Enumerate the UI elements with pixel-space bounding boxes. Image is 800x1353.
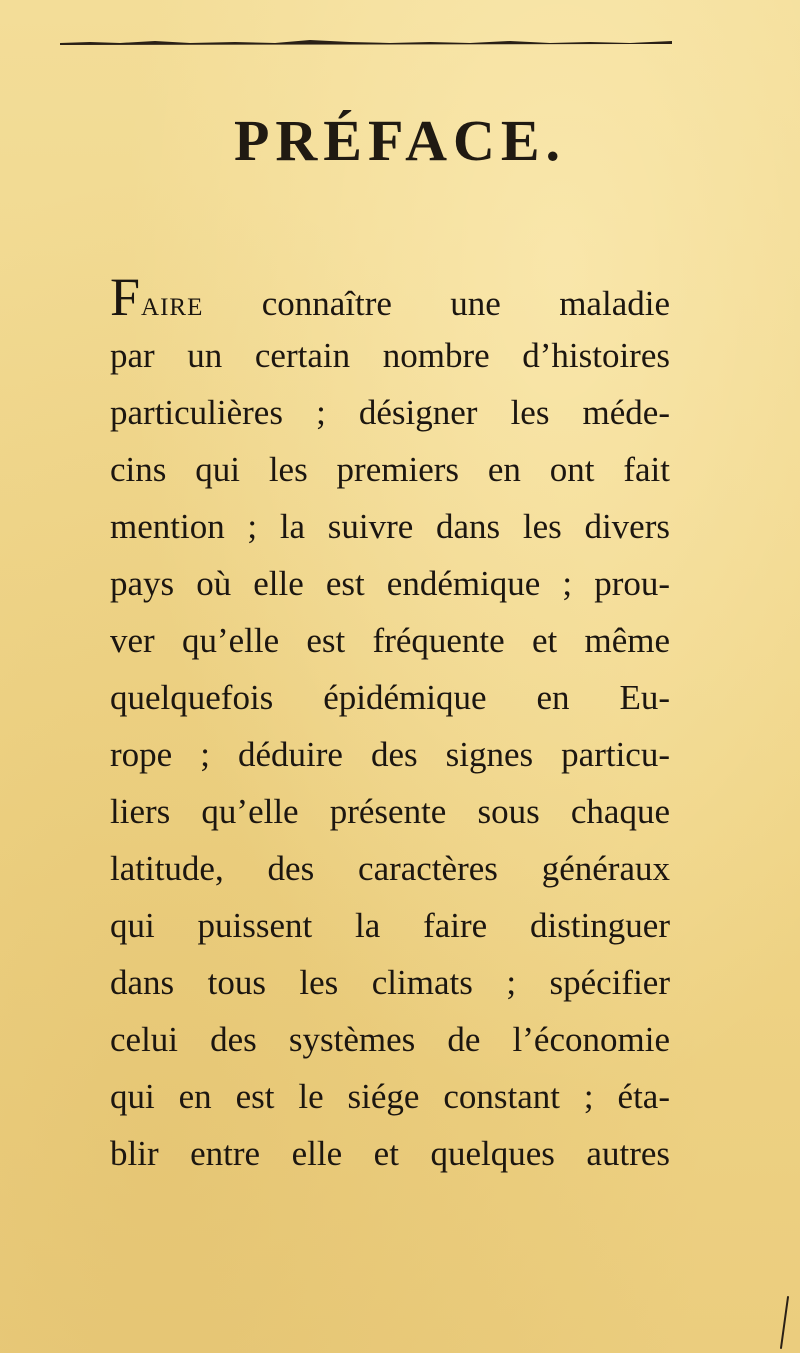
- ink-stroke-mark: [778, 1295, 790, 1350]
- text-line-15: qui en est le siége constant ; éta-: [110, 1077, 670, 1116]
- text-line-1: [110, 267, 670, 327]
- text-line-9: rope ; déduire des signes particu-: [110, 735, 670, 774]
- text-line-1-rest: connaître une maladie: [203, 284, 670, 323]
- text-line-3: particulières ; désigner les méde-: [110, 393, 670, 432]
- text-line-13: dans tous les climats ; spécifier: [110, 963, 670, 1002]
- text-line-6: pays où elle est endémique ; prou-: [110, 564, 670, 603]
- lead-word-rest: aire: [141, 284, 204, 323]
- text-line-12: qui puissent la faire distinguer: [110, 906, 670, 945]
- text-line-8: quelquefois épidémique en Eu-: [110, 678, 670, 717]
- text-line-5: mention ; la suivre dans les divers: [110, 507, 670, 546]
- decorative-rule: [60, 38, 672, 46]
- text-line-4: cins qui les premiers en ont fait: [110, 450, 670, 489]
- text-line-10: liers qu’elle présente sous chaque: [110, 792, 670, 831]
- text-line-16: blir entre elle et quelques autres: [110, 1134, 670, 1173]
- lead-word: [110, 267, 204, 327]
- initial-capital: F: [110, 267, 142, 327]
- page-title: PRÉFACE.: [233, 108, 567, 173]
- text-line-7: ver qu’elle est fréquente et même: [110, 621, 670, 660]
- text-line-14: celui des systèmes de l’économie: [110, 1020, 670, 1059]
- text-line-2: par un certain nombre d’histoires: [110, 336, 670, 375]
- body-paragraph: [110, 267, 670, 1182]
- text-line-11: latitude, des caractères généraux: [110, 849, 670, 888]
